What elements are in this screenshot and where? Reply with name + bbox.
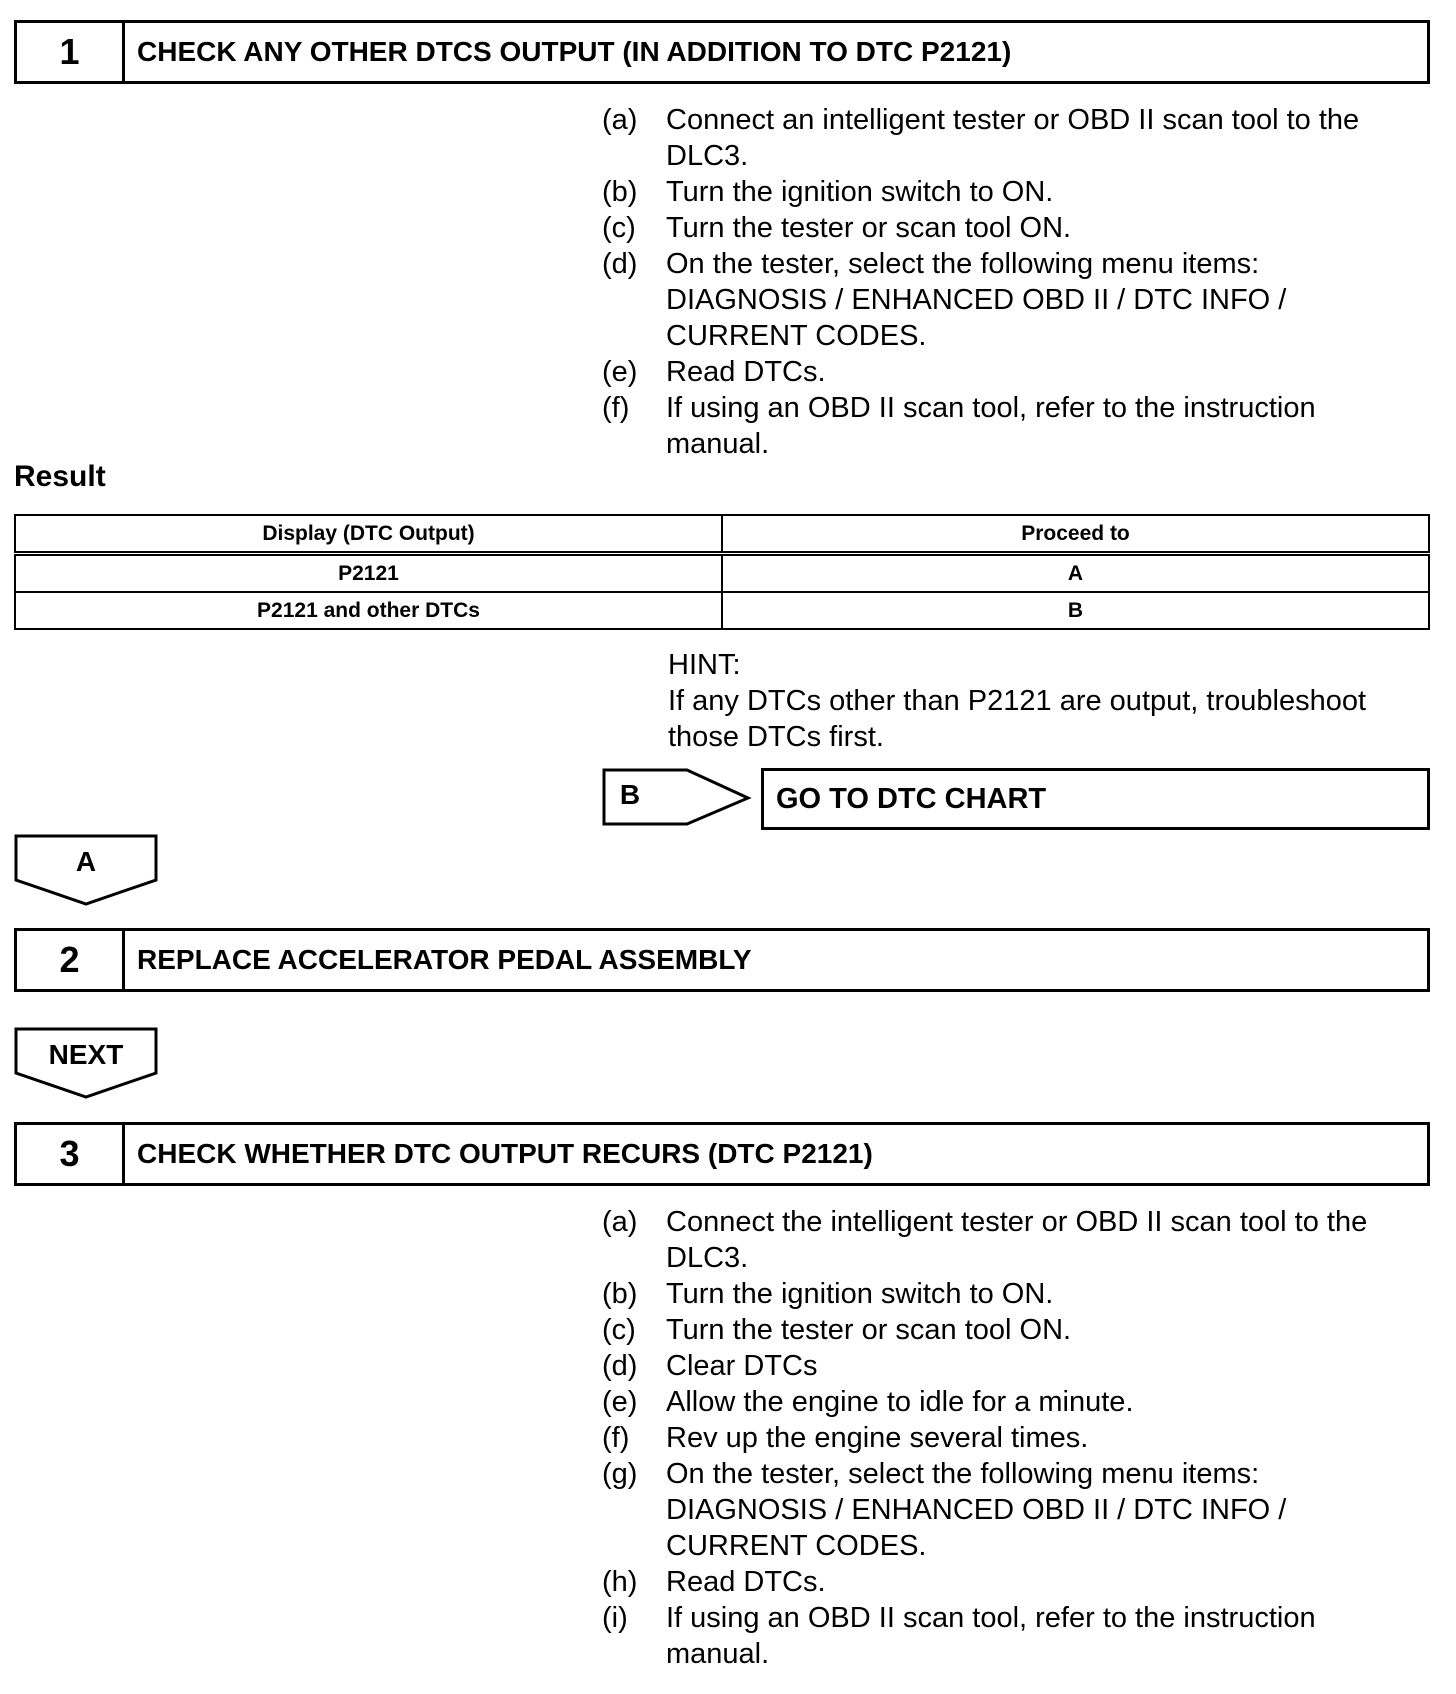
step-1-header [14,20,1430,84]
result-heading: Result [14,460,106,493]
step-number: 2 [17,931,125,989]
item-label: (h) [602,1566,638,1598]
column-header-display: Display (DTC Output) [15,515,722,554]
table-row [15,554,1429,593]
table-cell: P2121 [15,554,722,593]
item-label: (d) [602,248,638,280]
item-text: Read DTCs. [666,1566,826,1598]
branch-label: B [619,779,641,810]
table-cell: A [722,554,1429,593]
step-number: 1 [17,23,125,81]
list-item [602,1312,1422,1348]
table-cell: P2121 and other DTCs [15,592,722,629]
item-label: (i) [602,1602,628,1634]
step-2-header [14,928,1430,992]
list-item [602,246,1422,354]
list-item [602,1564,1422,1600]
list-item [602,1204,1422,1276]
list-item [602,354,1422,390]
step-title: REPLACE ACCELERATOR PEDAL ASSEMBLY [137,944,752,975]
item-label: (b) [602,176,638,208]
hint-note [668,647,1428,755]
list-item [602,1456,1422,1564]
list-item [602,1348,1422,1384]
item-text: Turn the tester or scan tool ON. [666,1314,1072,1346]
hint-title: HINT: [668,649,741,681]
item-label: (f) [602,1422,630,1454]
item-label: (a) [602,104,638,136]
item-text: Connect an intelligent tester or OBD II scan tool to the DLC3. [666,104,1360,172]
result-table [14,514,1430,630]
item-text: If using an OBD II scan tool, refer to the instruction manual. [666,392,1316,460]
step-title: CHECK WHETHER DTC OUTPUT RECURS (DTC P2121) [137,1138,873,1169]
list-item [602,1384,1422,1420]
table-cell: B [722,592,1429,629]
hint-text: If any DTCs other than P2121 are output, troubleshoot those DTCs first. [668,685,1367,753]
item-text: Turn the ignition switch to ON. [666,176,1054,208]
item-text: Read DTCs. [666,356,826,388]
branch-label: A [75,846,97,877]
column-header-proceed: Proceed to [722,515,1429,554]
list-item [602,210,1422,246]
next-label: NEXT [48,1039,124,1070]
list-item [602,174,1422,210]
go-to-dtc-chart-box[interactable]: GO TO DTC CHART [761,768,1430,830]
item-text: Connect the intelligent tester or OBD II scan tool to the DLC3. [666,1206,1368,1274]
item-label: (g) [602,1458,638,1490]
list-item [602,1276,1422,1312]
step-1-instructions [602,102,1422,462]
item-text: Rev up the engine several times. [666,1422,1089,1454]
branch-a-arrow[interactable] [14,834,158,906]
item-text: Turn the tester or scan tool ON. [666,212,1072,244]
item-label: (e) [602,356,638,388]
item-text: Clear DTCs [666,1350,818,1382]
item-label: (f) [602,392,630,424]
list-item [602,1420,1422,1456]
next-arrow[interactable] [14,1027,158,1099]
item-text: Allow the engine to idle for a minute. [666,1386,1134,1418]
item-label: (d) [602,1350,638,1382]
step-number: 3 [17,1125,125,1183]
step-title: CHECK ANY OTHER DTCS OUTPUT (IN ADDITION TO DTC P2121) [137,36,1012,67]
item-text: On the tester, select the following menu items: DIAGNOSIS / ENHANCED OBD II / DTC INFO / CURRENT CODES. [666,248,1287,352]
branch-b-arrow[interactable] [602,768,752,828]
item-label: (c) [602,212,636,244]
table-row [15,592,1429,629]
item-label: (a) [602,1206,638,1238]
item-label: (c) [602,1314,636,1346]
item-label: (b) [602,1278,638,1310]
table-header-row [15,515,1429,554]
item-text: If using an OBD II scan tool, refer to the instruction manual. [666,1602,1316,1670]
list-item [602,390,1422,462]
item-text: On the tester, select the following menu items: DIAGNOSIS / ENHANCED OBD II / DTC INFO / CURRENT CODES. [666,1458,1287,1562]
list-item [602,102,1422,174]
item-label: (e) [602,1386,638,1418]
item-text: Turn the ignition switch to ON. [666,1278,1054,1310]
list-item [602,1600,1422,1672]
step-3-header [14,1122,1430,1186]
step-3-instructions [602,1204,1422,1672]
